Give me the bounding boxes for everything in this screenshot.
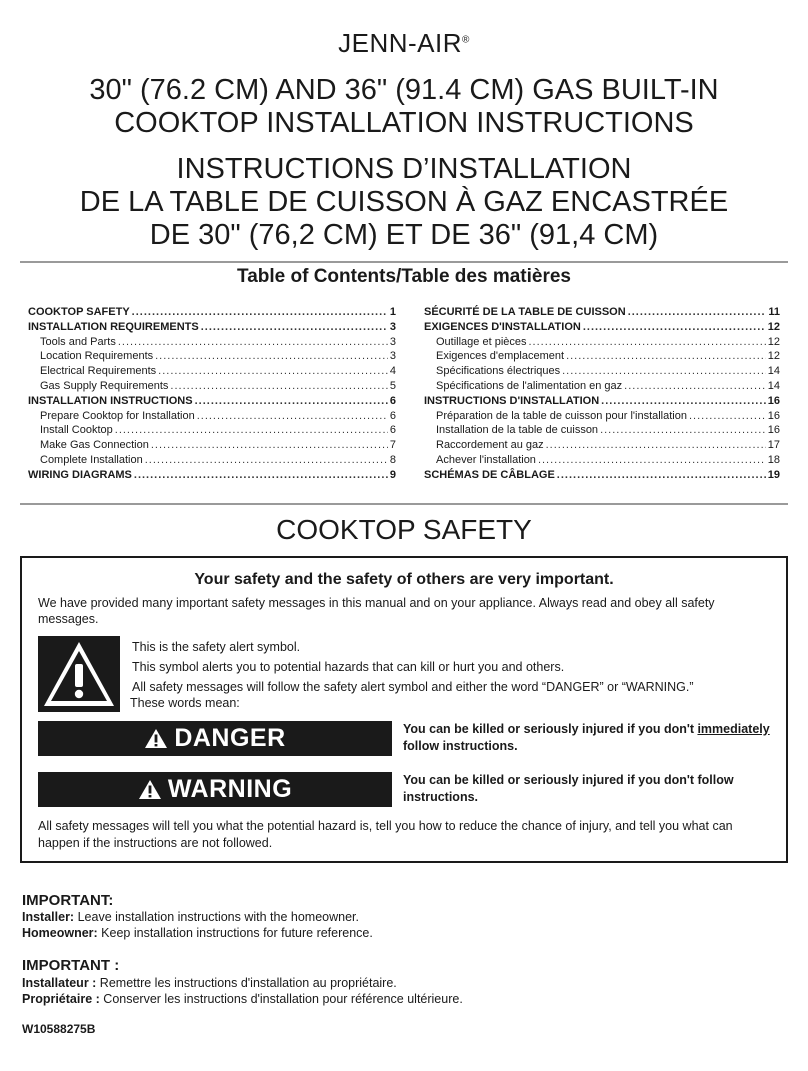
danger-label: DANGER: [174, 724, 286, 752]
toc-entry-page: 19: [767, 468, 780, 481]
toc-entry[interactable]: [424, 364, 780, 379]
toc-entry[interactable]: [424, 394, 780, 409]
alert-line: These words mean:: [130, 696, 240, 710]
toc-entry-page: 3: [389, 320, 396, 333]
homeowner-label: Homeowner:: [22, 926, 98, 940]
toc-entry-label: Location Requirements: [40, 350, 154, 363]
toc-entry-page: 3: [389, 335, 396, 348]
brand-logo: [0, 28, 808, 59]
warning-banner: [38, 772, 392, 807]
important-installer-fr: [22, 975, 397, 991]
toc-leader-dots: [628, 305, 767, 320]
toc-entry[interactable]: [28, 468, 396, 483]
important-heading-en: IMPORTANT:: [22, 892, 114, 909]
danger-alert-icon: [144, 728, 168, 749]
toc-entry-page: 6: [389, 409, 396, 422]
title-fr-line: INSTRUCTIONS D’INSTALLATION: [176, 153, 632, 185]
toc-entry[interactable]: [424, 349, 780, 364]
toc-leader-dots: [566, 349, 766, 364]
toc-entry[interactable]: [28, 438, 396, 453]
toc-leader-dots: [624, 379, 766, 394]
alert-line: This symbol alerts you to potential hazards that can kill or hurt you and others.: [132, 660, 565, 674]
toc-entry[interactable]: [424, 335, 780, 350]
toc-entry[interactable]: [424, 423, 780, 438]
warning-text-line: You can be killed or seriously injured if you don't follow: [403, 773, 734, 787]
toc-entry-label: Install Cooktop: [40, 424, 113, 437]
danger-text: [403, 721, 775, 755]
toc-entry-label: EXIGENCES D'INSTALLATION: [424, 320, 581, 333]
toc-entry-label: Raccordement au gaz: [436, 439, 544, 452]
toc-entry-page: 7: [389, 439, 396, 452]
safety-heading: Your safety and the safety of others are very important.: [194, 571, 614, 588]
danger-text-emphasis: immediately: [697, 722, 770, 736]
toc-entry[interactable]: [424, 453, 780, 468]
toc-title: Table of Contents/Table des matières: [237, 266, 571, 287]
toc-entry-page: 6: [389, 394, 396, 407]
homeowner-text: Conserver les instructions d'installation pour référence ultérieure.: [99, 992, 463, 1006]
toc-entry[interactable]: [28, 335, 396, 350]
safety-intro: We have provided many important safety messages in this manual and on your appliance. Always read and obey all safety messages.: [38, 596, 715, 626]
toc-entry-page: 9: [389, 468, 396, 481]
title-en-line: COOKTOP INSTALLATION INSTRUCTIONS: [114, 107, 694, 139]
toc-entry-page: 16: [767, 424, 780, 437]
toc-entry-page: 12: [767, 350, 780, 363]
toc-entry-page: 1: [389, 306, 396, 318]
toc-entry-label: SÉCURITÉ DE LA TABLE DE CUISSON: [424, 306, 626, 318]
toc-entry-page: 17: [767, 439, 780, 452]
toc-entry-label: Complete Installation: [40, 453, 143, 466]
toc-leader-dots: [601, 394, 766, 409]
alert-line: This is the safety alert symbol.: [132, 640, 301, 654]
toc-entry[interactable]: [28, 320, 396, 335]
toc-entry-label: Make Gas Connection: [40, 439, 149, 452]
title-fr-line: DE LA TABLE DE CUISSON À GAZ ENCASTRÉE: [79, 186, 729, 218]
toc-entry-label: Gas Supply Requirements: [40, 379, 169, 392]
toc-entry[interactable]: [424, 320, 780, 335]
toc-entry-page: 4: [389, 365, 396, 378]
safety-footer: All safety messages will tell you what the potential hazard is, tell you how to reduce the chance of injury, and tell you what can happen if the instructions are not followed.: [38, 819, 733, 850]
safety-box: [20, 556, 788, 863]
toc-entry-label: INSTALLATION REQUIREMENTS: [28, 320, 199, 333]
toc-entry-page: 11: [768, 306, 780, 318]
toc-entry-label: Spécifications de l'alimentation en gaz: [436, 379, 623, 392]
installer-text: Leave installation instructions with the homeowner.: [74, 910, 359, 924]
toc-entry[interactable]: [28, 394, 396, 409]
toc-entry-label: SCHÉMAS DE CÂBLAGE: [424, 468, 555, 481]
toc-entry-label: Achever l'installation: [436, 453, 536, 466]
toc-leader-dots: [546, 438, 766, 453]
warning-label: WARNING: [167, 775, 293, 803]
toc-entry-label: Outillage et pièces: [436, 335, 527, 348]
toc-entry[interactable]: [424, 468, 780, 483]
toc-entry[interactable]: [28, 379, 396, 394]
danger-text-end: follow instructions.: [403, 739, 518, 753]
toc-leader-dots: [115, 423, 388, 438]
important-homeowner-fr: [22, 991, 463, 1007]
toc-entry-label: Prepare Cooktop for Installation: [40, 409, 195, 422]
toc-entry-label: INSTRUCTIONS D'INSTALLATION: [424, 394, 600, 407]
danger-banner: [38, 721, 392, 756]
toc-entry-label: WIRING DIAGRAMS: [28, 468, 132, 481]
toc-leader-dots: [557, 468, 766, 483]
toc-leader-dots: [600, 423, 766, 438]
toc-entry-page: 16: [767, 394, 780, 407]
toc-leader-dots: [170, 379, 387, 394]
title-en-line: 30" (76.2 CM) AND 36" (91.4 CM) GAS BUILT-IN: [89, 74, 719, 106]
toc-entry-label: Préparation de la table de cuisson pour l'installation: [436, 409, 687, 422]
toc-leader-dots: [151, 438, 388, 453]
title-fr-line: DE 30" (76,2 CM) ET DE 36" (91,4 CM): [149, 219, 659, 251]
toc-english: [28, 305, 396, 483]
toc-entry[interactable]: [28, 409, 396, 424]
toc-leader-dots: [132, 305, 388, 320]
safety-alert-icon: [38, 636, 120, 712]
toc-entry[interactable]: [28, 453, 396, 468]
toc-entry[interactable]: [424, 305, 780, 320]
important-heading-fr: IMPORTANT :: [22, 957, 120, 974]
toc-leader-dots: [155, 349, 388, 364]
section-title: COOKTOP SAFETY: [276, 514, 532, 545]
toc-leader-dots: [134, 468, 388, 483]
homeowner-label: Propriétaire :: [22, 992, 100, 1006]
title-english: [0, 74, 808, 140]
homeowner-text: Keep installation instructions for future reference.: [97, 926, 373, 940]
installer-text: Remettre les instructions d'installation au propriétaire.: [96, 976, 397, 990]
toc-entry[interactable]: [28, 364, 396, 379]
toc-entry-page: 14: [767, 365, 780, 378]
toc-leader-dots: [197, 409, 388, 424]
toc-leader-dots: [195, 394, 388, 409]
toc-leader-dots: [529, 335, 766, 350]
toc-entry-page: 3: [389, 350, 396, 363]
toc-french: [424, 305, 780, 483]
toc-entry-label: INSTALLATION INSTRUCTIONS: [28, 394, 193, 407]
alert-line: All safety messages will follow the safety alert symbol and either the word “DANGER” or “WARNING.”: [132, 680, 694, 694]
toc-entry-label: Installation de la table de cuisson: [436, 424, 599, 437]
toc-entry-page: 16: [767, 409, 780, 422]
toc-leader-dots: [118, 335, 388, 350]
warning-text-line: instructions.: [403, 790, 479, 804]
toc-entry-label: Tools and Parts: [40, 335, 116, 348]
important-homeowner-en: [22, 925, 373, 941]
toc-entry-label: COOKTOP SAFETY: [28, 306, 130, 318]
title-french: [0, 153, 808, 252]
toc-leader-dots: [201, 320, 388, 335]
toc-leader-dots: [562, 364, 766, 379]
toc-entry-label: Electrical Requirements: [40, 365, 157, 378]
toc-leader-dots: [158, 364, 388, 379]
danger-text-start: You can be killed or seriously injured if you don't: [403, 722, 698, 736]
toc-entry[interactable]: [28, 349, 396, 364]
toc-entry[interactable]: [424, 438, 780, 453]
toc-entry[interactable]: [424, 409, 780, 424]
toc-entry-page: 12: [767, 320, 780, 333]
toc-entry[interactable]: [28, 423, 396, 438]
installer-label: Installateur :: [22, 976, 97, 990]
toc-leader-dots: [689, 409, 766, 424]
toc-leader-dots: [538, 453, 766, 468]
installer-label: Installer:: [22, 910, 75, 924]
toc-entry-label: Exigences d'emplacement: [436, 350, 565, 363]
brand-name: JENN-AIR: [338, 28, 463, 58]
warning-text: [403, 772, 775, 806]
toc-entry-page: 12: [767, 335, 780, 348]
toc-leader-dots: [145, 453, 388, 468]
toc-entry-page: 8: [389, 453, 396, 466]
toc-entry-page: 5: [389, 379, 396, 392]
toc-entry-label: Spécifications électriques: [436, 365, 561, 378]
toc-entry-page: 6: [389, 424, 396, 437]
document-number: W10588275B: [22, 1022, 96, 1036]
toc-entry-page: 14: [767, 379, 780, 392]
divider: [20, 261, 788, 263]
toc-entry[interactable]: [28, 305, 396, 320]
divider: [20, 503, 788, 505]
toc-leader-dots: [583, 320, 766, 335]
toc-entry-page: 18: [767, 453, 780, 466]
toc-entry[interactable]: [424, 379, 780, 394]
important-installer-en: [22, 909, 359, 925]
warning-alert-icon: [138, 779, 162, 800]
brand-mark: ®: [462, 34, 470, 46]
